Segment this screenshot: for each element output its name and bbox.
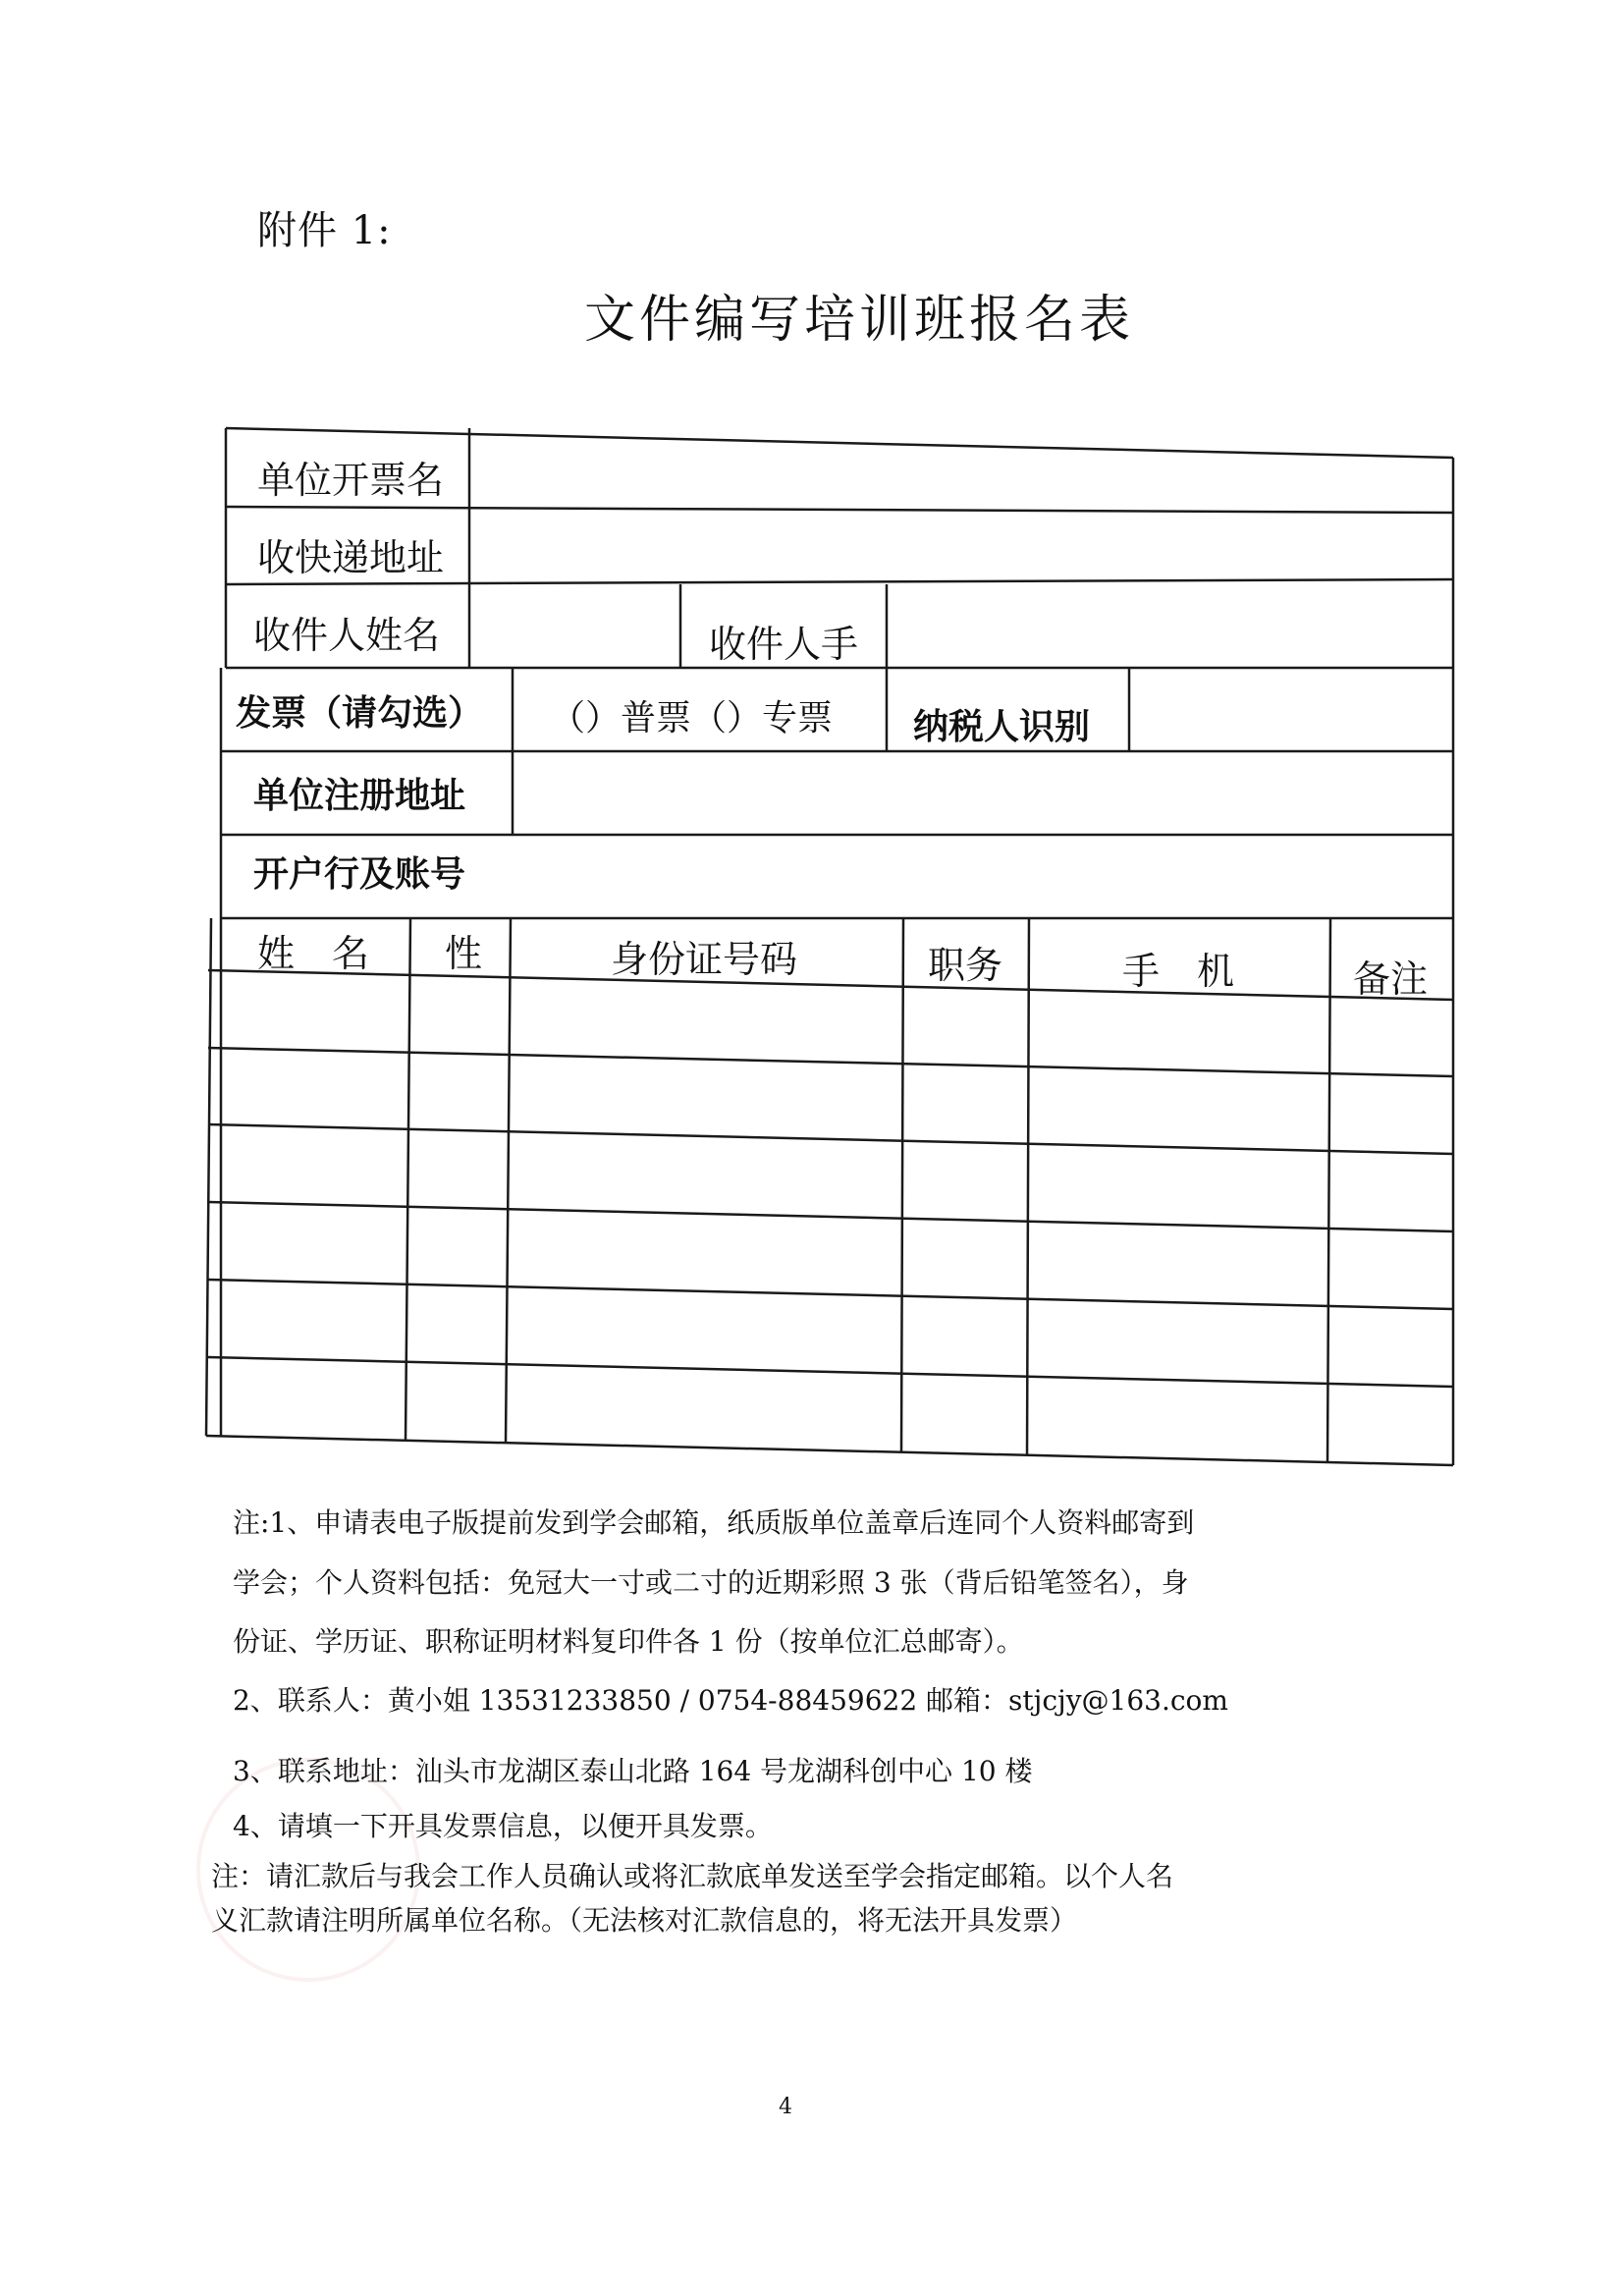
invoice-type-label: 发票（请勾选） (236, 693, 484, 734)
column-header-id-number: 身份证号码 (611, 938, 798, 981)
recipient-name-label: 收件人姓名 (253, 614, 441, 657)
column-header-name: 姓 名 (257, 932, 370, 975)
grid-line (901, 918, 903, 1452)
bank-account-label: 开户行及账号 (253, 854, 466, 895)
grid-line (1327, 918, 1330, 1463)
note-line-2: 学会；个人资料包括：免冠大一寸或二寸的近期彩照 3 张（背后铅笔签名），身 (233, 1566, 1189, 1599)
attachment-label: 附件 1: (257, 208, 392, 253)
grid-line (208, 1357, 1453, 1387)
grid-line (1027, 918, 1029, 1455)
taxpayer-id-label: 纳税人识别 (913, 707, 1091, 747)
form-title: 文件编写培训班报名表 (584, 291, 1135, 350)
note-line-5: 3、联系地址：汕头市龙湖区泰山北路 164 号龙湖科创中心 10 楼 (233, 1755, 1033, 1787)
grid-line (208, 1124, 1453, 1154)
note-line-6: 4、请填一下开具发票信息，以便开具发票。 (233, 1810, 773, 1842)
grid-line (208, 970, 1453, 1000)
courier-address-label: 收快递地址 (257, 536, 445, 579)
column-header-mobile: 手 机 (1122, 950, 1235, 993)
company-invoice-name-label: 单位开票名 (257, 459, 445, 502)
column-header-position: 职务 (928, 944, 1003, 987)
grid-line (208, 1202, 1453, 1231)
note-line-4: 2、联系人：黄小姐 13531233850 / 0754-88459622 邮箱：stjcjy@163.com (233, 1684, 1228, 1717)
column-header-gender: 性 (445, 932, 483, 975)
recipient-phone-label: 收件人手 (709, 623, 859, 666)
column-header-remarks: 备注 (1353, 957, 1429, 1001)
note-line-8: 义汇款请注明所属单位名称。（无法核对汇款信息的，将无法开具发票） (211, 1904, 1078, 1937)
page-number: 4 (779, 2095, 792, 2119)
note-line-7: 注：请汇款后与我会工作人员确认或将汇款底单发送至学会指定邮箱。以个人名 (211, 1860, 1174, 1892)
grid-line (226, 507, 1453, 513)
grid-line (208, 1280, 1453, 1309)
invoice-type-options[interactable]: （）普票（）专票 (550, 698, 834, 738)
grid-line (206, 1436, 1453, 1465)
grid-line (208, 1048, 1453, 1076)
note-line-3: 份证、学历证、职称证明材料复印件各 1 份（按单位汇总邮寄）。 (233, 1625, 1024, 1658)
registered-address-label: 单位注册地址 (253, 776, 466, 816)
note-line-1: 注:1、申请表电子版提前发到学会邮箱，纸质版单位盖章后连同个人资料邮寄到 (233, 1506, 1195, 1539)
